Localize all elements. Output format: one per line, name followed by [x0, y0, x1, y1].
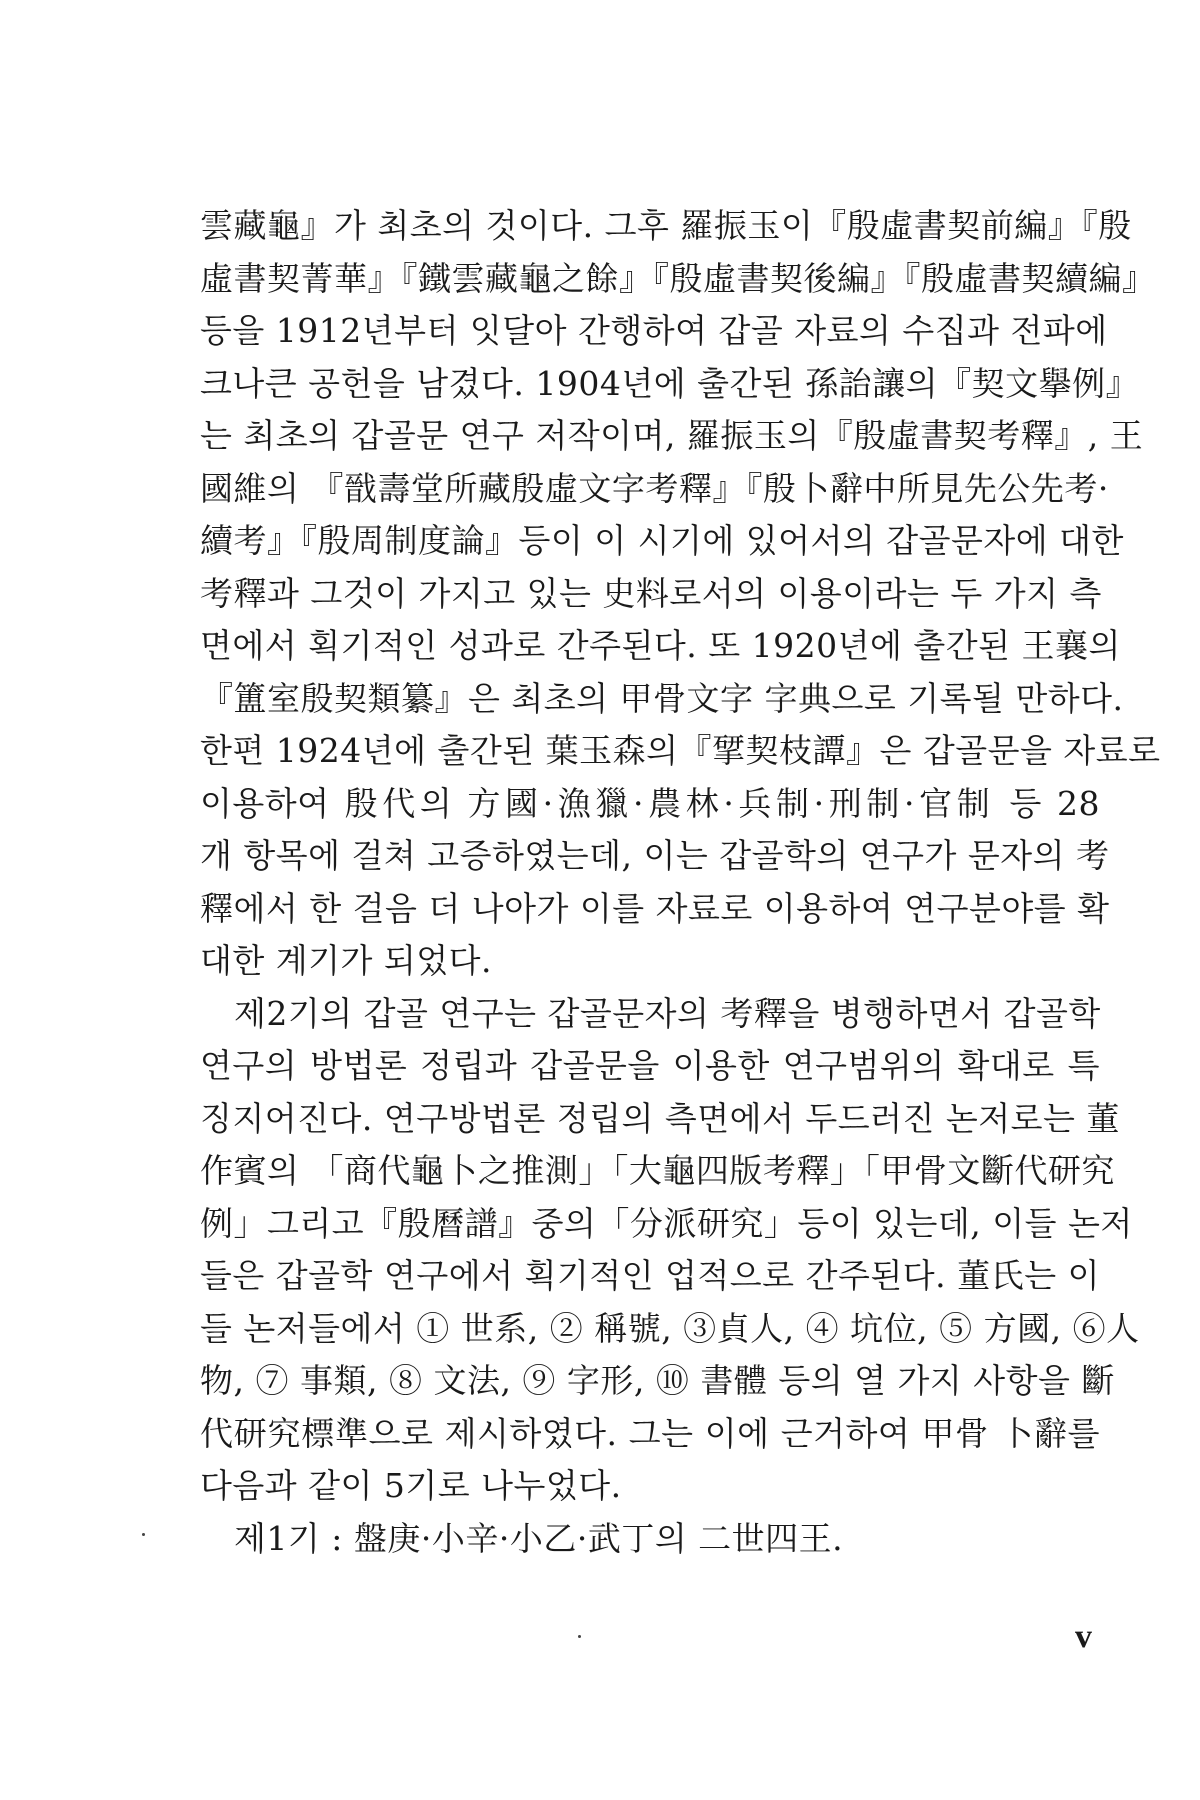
text-line: 『簠室殷契類纂』은 최초의 甲骨文字 字典으로 기록될 만하다. [200, 678, 1124, 718]
text-line: 들 논저들에서 ① 世系, ② 稱號, ③貞人, ④ 坑位, ⑤ 方國, ⑥人 [200, 1308, 1140, 1348]
text-line: 등을 1912년부터 잇달아 간행하여 갑골 자료의 수집과 전파에 [200, 311, 1108, 350]
text-line: 作賓의 「商代龜卜之推測」「大龜四版考釋」「甲骨文斷代研究 [200, 1151, 1115, 1190]
text-line: 續考』『殷周制度論』등이 이 시기에 있어서의 갑골문자에 대한 [200, 521, 1124, 560]
text-line: 釋에서 한 걸음 더 나아가 이를 자료로 이용하여 연구분야를 확 [200, 888, 1110, 928]
text-line: 虛書契菁華』『鐵雲藏龜之餘』『殷虛書契後編』『殷虛書契續編』 [200, 258, 1156, 298]
page-number: v [1075, 1618, 1092, 1655]
text-line: 개 항목에 걸쳐 고증하였는데, 이는 갑골학의 연구가 문자의 考 [200, 836, 1110, 875]
text-line: 제2기의 갑골 연구는 갑골문자의 考釋을 병행하면서 갑골학 [234, 993, 1101, 1033]
text-line: 다음과 같이 5기로 나누었다. [200, 1466, 622, 1505]
text-line: 이용하여 殷代의 方國·漁獵·農林·兵制·刑制·官制 등 28 [200, 783, 1100, 823]
text-line: 들은 갑골학 연구에서 획기적인 업적으로 간주된다. 董氏는 이 [200, 1256, 1100, 1295]
text-line: 한편 1924년에 출간된 葉玉森의『揅契枝譚』은 갑골문을 자료로 [200, 731, 1161, 770]
text-line: 는 최초의 갑골문 연구 저작이며, 羅振玉의『殷虛書契考釋』, 王 [200, 416, 1144, 455]
page-body [200, 200, 1161, 1565]
paragraph-oracle-bone-period-2 [200, 988, 1140, 1513]
text-line: 代研究標準으로 제시하였다. 그는 이에 근거하여 甲骨 卜辭를 [200, 1413, 1100, 1453]
paragraph-period-list [200, 1513, 1100, 1566]
text-line: 雲藏龜』가 최초의 것이다. 그후 羅振玉이『殷虛書契前編』『殷 [200, 206, 1132, 245]
scan-speck [578, 1635, 581, 1638]
paragraph-oracle-bone-period-1 [200, 200, 1161, 988]
text-line: 國維의 『戩壽堂所藏殷虛文字考釋』『殷卜辭中所見先公先考· [200, 468, 1109, 508]
text-line: 면에서 획기적인 성과로 간주된다. 또 1920년에 출간된 王襄의 [200, 626, 1121, 665]
text-line: 考釋과 그것이 가지고 있는 史料로서의 이용이라는 두 가지 측 [200, 573, 1102, 613]
scan-speck [142, 1533, 145, 1536]
text-line: 크나큰 공헌을 남겼다. 1904년에 출간된 孫詒讓의『契文擧例』 [200, 363, 1140, 403]
list-item: 제1기 : 盤庚·小辛·小乙·武丁의 二世四王. [234, 1518, 844, 1558]
text-line: 例」그리고『殷曆譜』중의「分派研究」등이 있는데, 이들 논저 [200, 1203, 1133, 1243]
text-line: 징지어진다. 연구방법론 정립의 측면에서 두드러진 논저로는 董 [200, 1098, 1120, 1138]
text-line: 대한 계기가 되었다. [200, 941, 492, 980]
text-line: 연구의 방법론 정립과 갑골문을 이용한 연구범위의 확대로 특 [200, 1046, 1100, 1085]
text-line: 物, ⑦ 事類, ⑧ 文法, ⑨ 字形, ⑩ 書體 등의 열 가지 사항을 斷 [200, 1361, 1115, 1400]
